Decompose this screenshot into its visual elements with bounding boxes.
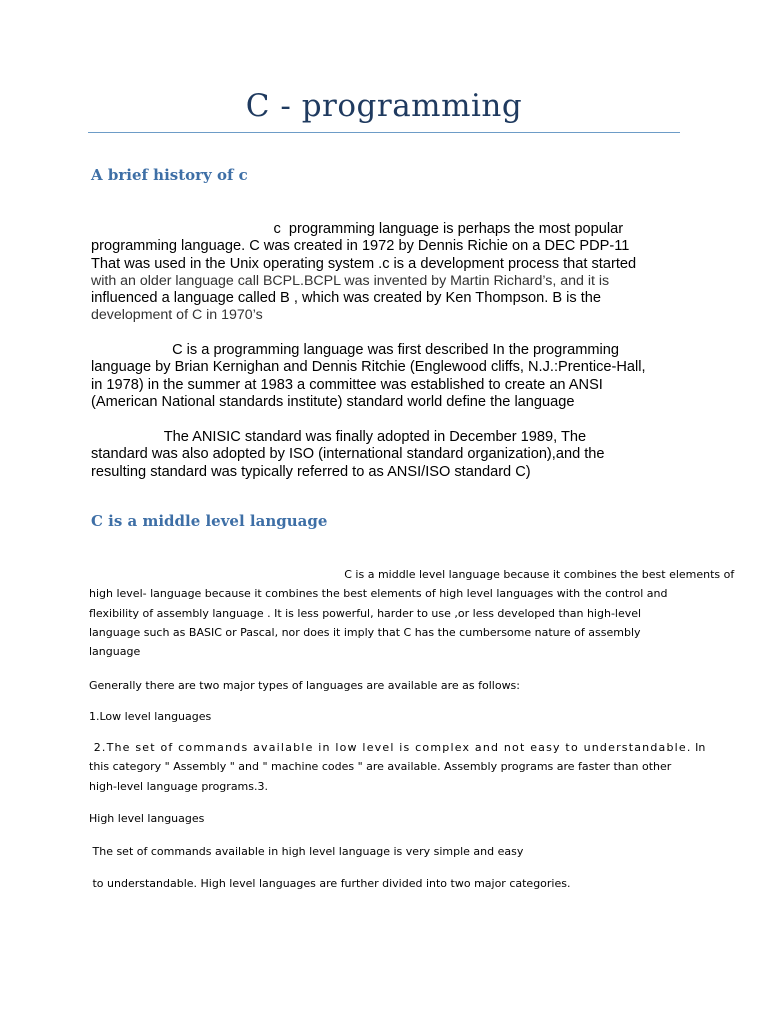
paragraph-line: That was used in the Unix operating system .c is a development process that started	[91, 255, 637, 272]
paragraph-line: (American National standards institute) standard world define the language	[91, 393, 575, 410]
history-paragraph-1	[91, 221, 691, 325]
paragraph-line: high level- language because it combines the best elements of high level languages with the control and	[89, 587, 668, 601]
paragraph-line: with an older language call BCPL.BCPL was invented by Martin Richard’s, and it is	[91, 272, 610, 289]
low-level-heading	[89, 707, 689, 726]
inline-text: In	[691, 741, 706, 754]
low-level-description	[89, 738, 706, 796]
high-level-description-2	[89, 874, 689, 893]
paragraph-line	[89, 738, 706, 757]
paragraph-line: C is a programming language was first described In the programming	[91, 342, 620, 358]
high-level-description-1	[89, 842, 689, 861]
generally-text	[89, 676, 689, 695]
high-level-heading	[89, 809, 689, 828]
section-heading-history: A brief history of c	[91, 166, 248, 184]
paragraph-line: standard was also adopted by ISO (international standard organization),and the	[91, 446, 605, 463]
history-paragraph-2	[91, 342, 691, 411]
high-level-line: High level languages	[89, 812, 205, 825]
paragraph-line: in 1978) in the summer at 1983 a committee was established to create an ANSI	[91, 376, 603, 393]
spaced-text: 2.The set of commands available in low level is complex and not easy to understandable.	[89, 741, 692, 754]
paragraph-line: high-level language programs.3.	[89, 779, 268, 793]
paragraph-line: c programming language is perhaps the most popular	[91, 221, 624, 237]
paragraph-line: language such as BASIC or Pascal, nor does it imply that C has the cumbersome nature of assembly	[89, 625, 641, 639]
paragraph-line: this category " Assembly " and " machine codes " are available. Assembly programs are faster than other	[89, 760, 672, 774]
paragraph-line: to understandable. High level languages are further divided into two major categories.	[89, 877, 571, 890]
paragraph-line: language by Brian Kernighan and Dennis Ritchie (Englewood cliffs, N.J.:Prentice-Hall,	[91, 359, 646, 376]
paragraph-line: resulting standard was typically referred to as ANSI/ISO standard C)	[91, 463, 531, 480]
paragraph-line: language	[89, 645, 141, 659]
paragraph-line: programming language. C was created in 1972 by Dennis Richie on a DEC PDP-11	[91, 238, 630, 255]
history-paragraph-3	[91, 429, 691, 481]
section-heading-middle-level: C is a middle level language	[91, 512, 328, 530]
paragraph-line: influenced a language called B , which was created by Ken Thompson. B is the	[91, 290, 602, 307]
generally-line: Generally there are two major types of languages are available are as follows:	[89, 679, 520, 692]
paragraph-line: The ANISIC standard was finally adopted in December 1989, The	[91, 429, 587, 445]
paragraph-line: flexibility of assembly language . It is less powerful, harder to use ,or less developed than high-level	[89, 606, 642, 620]
page-title: C - programming	[245, 88, 523, 124]
paragraph-line: The set of commands available in high level language is very simple and easy	[89, 845, 524, 858]
middle-paragraph-1	[89, 565, 735, 661]
title-underline	[88, 132, 680, 133]
low-level-line: 1.Low level languages	[89, 710, 212, 723]
paragraph-line: development of C in 1970’s	[91, 307, 263, 324]
paragraph-line: C is a middle level language because it combines the best elements of	[89, 568, 735, 581]
